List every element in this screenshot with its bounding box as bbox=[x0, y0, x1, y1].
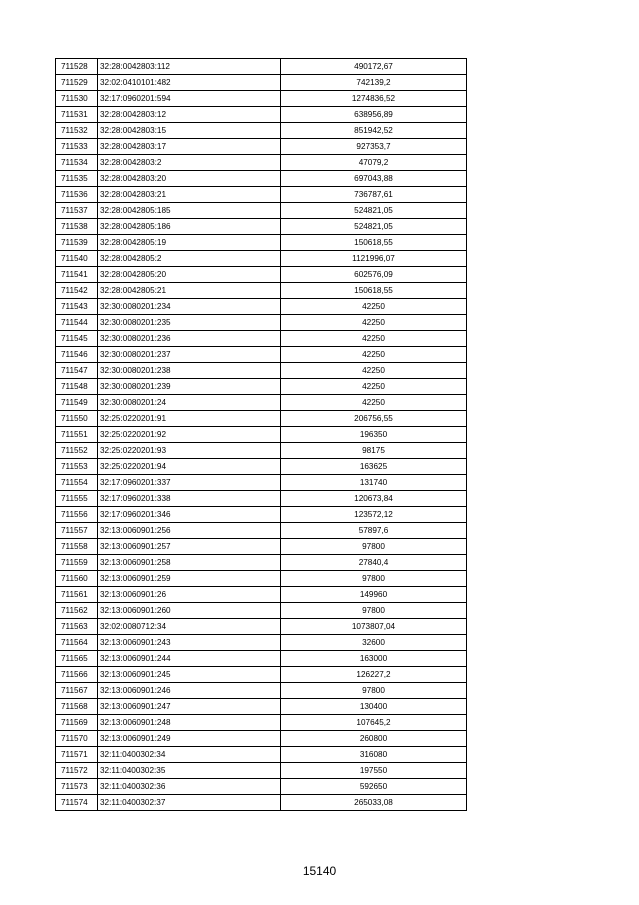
table-row bbox=[56, 603, 467, 619]
cadastral-number-cell: 32:30:0080201:238 bbox=[98, 363, 281, 379]
value-cell: 150618,55 bbox=[281, 283, 467, 299]
value-cell: 524821,05 bbox=[281, 203, 467, 219]
table-row bbox=[56, 331, 467, 347]
value-cell: 97800 bbox=[281, 539, 467, 555]
value-cell: 592650 bbox=[281, 779, 467, 795]
row-number-cell: 711545 bbox=[56, 331, 98, 347]
row-number-cell: 711531 bbox=[56, 107, 98, 123]
cadastral-number-cell: 32:25:0220201:91 bbox=[98, 411, 281, 427]
row-number-cell: 711536 bbox=[56, 187, 98, 203]
table-row bbox=[56, 411, 467, 427]
cadastral-number-cell: 32:11:0400302:36 bbox=[98, 779, 281, 795]
row-number-cell: 711535 bbox=[56, 171, 98, 187]
value-cell: 32600 bbox=[281, 635, 467, 651]
value-cell: 736787,61 bbox=[281, 187, 467, 203]
table-row bbox=[56, 619, 467, 635]
row-number-cell: 711529 bbox=[56, 75, 98, 91]
table-row bbox=[56, 587, 467, 603]
cadastral-value-table bbox=[55, 58, 467, 811]
value-cell: 490172,67 bbox=[281, 59, 467, 75]
cadastral-number-cell: 32:13:0060901:248 bbox=[98, 715, 281, 731]
row-number-cell: 711543 bbox=[56, 299, 98, 315]
row-number-cell: 711533 bbox=[56, 139, 98, 155]
cadastral-number-cell: 32:30:0080201:234 bbox=[98, 299, 281, 315]
cadastral-number-cell: 32:30:0080201:237 bbox=[98, 347, 281, 363]
row-number-cell: 711551 bbox=[56, 427, 98, 443]
table-row bbox=[56, 523, 467, 539]
value-cell: 1073807,04 bbox=[281, 619, 467, 635]
value-cell: 42250 bbox=[281, 299, 467, 315]
table-row bbox=[56, 379, 467, 395]
cadastral-number-cell: 32:13:0060901:244 bbox=[98, 651, 281, 667]
cadastral-number-cell: 32:25:0220201:92 bbox=[98, 427, 281, 443]
value-cell: 98175 bbox=[281, 443, 467, 459]
table-row bbox=[56, 283, 467, 299]
table-row bbox=[56, 683, 467, 699]
value-cell: 47079,2 bbox=[281, 155, 467, 171]
row-number-cell: 711539 bbox=[56, 235, 98, 251]
value-cell: 1121996,07 bbox=[281, 251, 467, 267]
value-cell: 42250 bbox=[281, 331, 467, 347]
page-number: 15140 bbox=[302, 864, 337, 878]
cadastral-number-cell: 32:13:0060901:243 bbox=[98, 635, 281, 651]
row-number-cell: 711528 bbox=[56, 59, 98, 75]
row-number-cell: 711530 bbox=[56, 91, 98, 107]
cadastral-number-cell: 32:28:0042805:20 bbox=[98, 267, 281, 283]
cadastral-number-cell: 32:13:0060901:26 bbox=[98, 587, 281, 603]
cadastral-number-cell: 32:17:0960201:346 bbox=[98, 507, 281, 523]
table-row bbox=[56, 123, 467, 139]
table-row bbox=[56, 747, 467, 763]
row-number-cell: 711570 bbox=[56, 731, 98, 747]
row-number-cell: 711537 bbox=[56, 203, 98, 219]
row-number-cell: 711555 bbox=[56, 491, 98, 507]
row-number-cell: 711540 bbox=[56, 251, 98, 267]
row-number-cell: 711534 bbox=[56, 155, 98, 171]
row-number-cell: 711549 bbox=[56, 395, 98, 411]
cadastral-number-cell: 32:17:0960201:337 bbox=[98, 475, 281, 491]
cadastral-number-cell: 32:13:0060901:245 bbox=[98, 667, 281, 683]
table-row bbox=[56, 779, 467, 795]
row-number-cell: 711546 bbox=[56, 347, 98, 363]
cadastral-number-cell: 32:28:0042803:15 bbox=[98, 123, 281, 139]
row-number-cell: 711548 bbox=[56, 379, 98, 395]
table-row bbox=[56, 651, 467, 667]
value-cell: 130400 bbox=[281, 699, 467, 715]
value-cell: 42250 bbox=[281, 395, 467, 411]
row-number-cell: 711558 bbox=[56, 539, 98, 555]
value-cell: 149960 bbox=[281, 587, 467, 603]
cadastral-number-cell: 32:13:0060901:247 bbox=[98, 699, 281, 715]
table-row bbox=[56, 251, 467, 267]
value-cell: 265033,08 bbox=[281, 795, 467, 811]
cadastral-number-cell: 32:28:0042805:185 bbox=[98, 203, 281, 219]
value-cell: 42250 bbox=[281, 315, 467, 331]
table-body bbox=[56, 59, 467, 811]
value-cell: 97800 bbox=[281, 571, 467, 587]
value-cell: 697043,88 bbox=[281, 171, 467, 187]
cadastral-number-cell: 32:13:0060901:260 bbox=[98, 603, 281, 619]
table-row bbox=[56, 267, 467, 283]
row-number-cell: 711573 bbox=[56, 779, 98, 795]
table-row bbox=[56, 299, 467, 315]
table-row bbox=[56, 155, 467, 171]
cadastral-number-cell: 32:11:0400302:34 bbox=[98, 747, 281, 763]
table-row bbox=[56, 139, 467, 155]
cadastral-number-cell: 32:13:0060901:259 bbox=[98, 571, 281, 587]
value-cell: 97800 bbox=[281, 683, 467, 699]
value-cell: 316080 bbox=[281, 747, 467, 763]
row-number-cell: 711574 bbox=[56, 795, 98, 811]
cadastral-number-cell: 32:13:0060901:258 bbox=[98, 555, 281, 571]
value-cell: 196350 bbox=[281, 427, 467, 443]
row-number-cell: 711559 bbox=[56, 555, 98, 571]
table-row bbox=[56, 315, 467, 331]
table-row bbox=[56, 59, 467, 75]
row-number-cell: 711571 bbox=[56, 747, 98, 763]
table-row bbox=[56, 635, 467, 651]
value-cell: 260800 bbox=[281, 731, 467, 747]
table-row bbox=[56, 91, 467, 107]
value-cell: 123572,12 bbox=[281, 507, 467, 523]
row-number-cell: 711567 bbox=[56, 683, 98, 699]
cadastral-number-cell: 32:02:0080712:34 bbox=[98, 619, 281, 635]
row-number-cell: 711553 bbox=[56, 459, 98, 475]
table-row bbox=[56, 347, 467, 363]
row-number-cell: 711556 bbox=[56, 507, 98, 523]
table-row bbox=[56, 491, 467, 507]
table-row bbox=[56, 171, 467, 187]
value-cell: 602576,09 bbox=[281, 267, 467, 283]
table-row bbox=[56, 363, 467, 379]
table-row bbox=[56, 763, 467, 779]
table-row bbox=[56, 107, 467, 123]
row-number-cell: 711542 bbox=[56, 283, 98, 299]
cadastral-number-cell: 32:28:0042803:21 bbox=[98, 187, 281, 203]
row-number-cell: 711562 bbox=[56, 603, 98, 619]
value-cell: 42250 bbox=[281, 347, 467, 363]
row-number-cell: 711568 bbox=[56, 699, 98, 715]
table-row bbox=[56, 507, 467, 523]
value-cell: 107645,2 bbox=[281, 715, 467, 731]
table-row bbox=[56, 795, 467, 811]
cadastral-number-cell: 32:28:0042803:2 bbox=[98, 155, 281, 171]
value-cell: 1274836,52 bbox=[281, 91, 467, 107]
value-cell: 42250 bbox=[281, 363, 467, 379]
table-row bbox=[56, 699, 467, 715]
cadastral-number-cell: 32:28:0042805:21 bbox=[98, 283, 281, 299]
table-row bbox=[56, 395, 467, 411]
cadastral-number-cell: 32:02:0410101:482 bbox=[98, 75, 281, 91]
value-cell: 638956,89 bbox=[281, 107, 467, 123]
cadastral-number-cell: 32:11:0400302:35 bbox=[98, 763, 281, 779]
cadastral-number-cell: 32:13:0060901:246 bbox=[98, 683, 281, 699]
value-cell: 163000 bbox=[281, 651, 467, 667]
table-row bbox=[56, 427, 467, 443]
cadastral-number-cell: 32:30:0080201:239 bbox=[98, 379, 281, 395]
table-row bbox=[56, 475, 467, 491]
value-cell: 97800 bbox=[281, 603, 467, 619]
cadastral-number-cell: 32:28:0042805:19 bbox=[98, 235, 281, 251]
row-number-cell: 711544 bbox=[56, 315, 98, 331]
value-cell: 197550 bbox=[281, 763, 467, 779]
cadastral-number-cell: 32:30:0080201:24 bbox=[98, 395, 281, 411]
cadastral-number-cell: 32:30:0080201:236 bbox=[98, 331, 281, 347]
row-number-cell: 711547 bbox=[56, 363, 98, 379]
value-cell: 27840,4 bbox=[281, 555, 467, 571]
row-number-cell: 711532 bbox=[56, 123, 98, 139]
row-number-cell: 711564 bbox=[56, 635, 98, 651]
cadastral-number-cell: 32:28:0042803:12 bbox=[98, 107, 281, 123]
table-row bbox=[56, 75, 467, 91]
cadastral-number-cell: 32:11:0400302:37 bbox=[98, 795, 281, 811]
value-cell: 57897,6 bbox=[281, 523, 467, 539]
row-number-cell: 711554 bbox=[56, 475, 98, 491]
row-number-cell: 711552 bbox=[56, 443, 98, 459]
cadastral-number-cell: 32:17:0960201:338 bbox=[98, 491, 281, 507]
cadastral-number-cell: 32:13:0060901:249 bbox=[98, 731, 281, 747]
row-number-cell: 711563 bbox=[56, 619, 98, 635]
table-row bbox=[56, 731, 467, 747]
table-row bbox=[56, 571, 467, 587]
value-cell: 131740 bbox=[281, 475, 467, 491]
value-cell: 120673,84 bbox=[281, 491, 467, 507]
table-row bbox=[56, 539, 467, 555]
value-cell: 206756,55 bbox=[281, 411, 467, 427]
value-cell: 42250 bbox=[281, 379, 467, 395]
row-number-cell: 711538 bbox=[56, 219, 98, 235]
value-cell: 851942,52 bbox=[281, 123, 467, 139]
table-row bbox=[56, 203, 467, 219]
row-number-cell: 711560 bbox=[56, 571, 98, 587]
row-number-cell: 711566 bbox=[56, 667, 98, 683]
value-cell: 163625 bbox=[281, 459, 467, 475]
cadastral-number-cell: 32:17:0960201:594 bbox=[98, 91, 281, 107]
value-cell: 742139,2 bbox=[281, 75, 467, 91]
cadastral-number-cell: 32:28:0042803:112 bbox=[98, 59, 281, 75]
cadastral-number-cell: 32:25:0220201:93 bbox=[98, 443, 281, 459]
value-cell: 126227,2 bbox=[281, 667, 467, 683]
table-row bbox=[56, 459, 467, 475]
cadastral-number-cell: 32:30:0080201:235 bbox=[98, 315, 281, 331]
row-number-cell: 711557 bbox=[56, 523, 98, 539]
table-row bbox=[56, 219, 467, 235]
row-number-cell: 711541 bbox=[56, 267, 98, 283]
value-cell: 524821,05 bbox=[281, 219, 467, 235]
table-row bbox=[56, 443, 467, 459]
cadastral-number-cell: 32:13:0060901:256 bbox=[98, 523, 281, 539]
table-row bbox=[56, 187, 467, 203]
table-row bbox=[56, 667, 467, 683]
cadastral-number-cell: 32:25:0220201:94 bbox=[98, 459, 281, 475]
row-number-cell: 711569 bbox=[56, 715, 98, 731]
row-number-cell: 711550 bbox=[56, 411, 98, 427]
cadastral-number-cell: 32:28:0042805:186 bbox=[98, 219, 281, 235]
row-number-cell: 711561 bbox=[56, 587, 98, 603]
value-cell: 150618,55 bbox=[281, 235, 467, 251]
value-cell: 927353,7 bbox=[281, 139, 467, 155]
row-number-cell: 711565 bbox=[56, 651, 98, 667]
row-number-cell: 711572 bbox=[56, 763, 98, 779]
cadastral-number-cell: 32:28:0042805:2 bbox=[98, 251, 281, 267]
cadastral-number-cell: 32:13:0060901:257 bbox=[98, 539, 281, 555]
table-row bbox=[56, 555, 467, 571]
cadastral-number-cell: 32:28:0042803:20 bbox=[98, 171, 281, 187]
table-row bbox=[56, 715, 467, 731]
table-row bbox=[56, 235, 467, 251]
cadastral-number-cell: 32:28:0042803:17 bbox=[98, 139, 281, 155]
